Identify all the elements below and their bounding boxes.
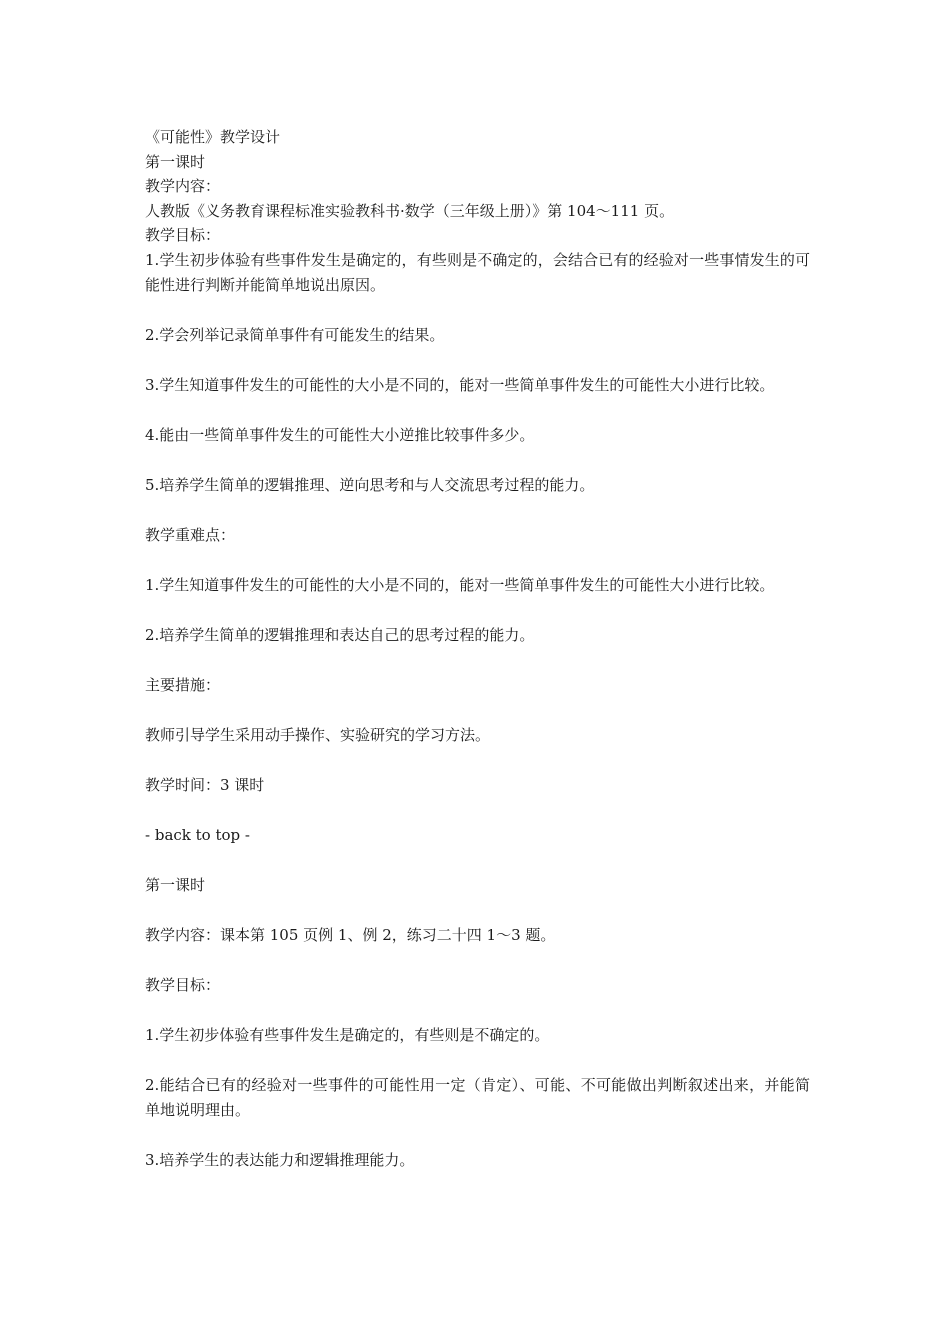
lesson1-goal-item: 2.能结合已有的经验对一些事件的可能性用一定（肯定）、可能、不可能做出判断叙述出来，并能简单地说明理由。 xyxy=(145,1075,810,1119)
back-to-top-link[interactable]: - back to top - xyxy=(145,825,250,844)
teaching-time: 教学时间：3 课时 xyxy=(145,775,265,794)
lesson1-title: 第一课时 xyxy=(145,875,206,894)
goal-item: 2.学会列举记录简单事件有可能发生的结果。 xyxy=(145,325,445,344)
goal-item: 4.能由一些简单事件发生的可能性大小逆推比较事件多少。 xyxy=(145,425,535,444)
key-points-label: 教学重难点： xyxy=(145,525,236,544)
measures-label: 主要措施： xyxy=(145,675,221,694)
goals-label: 教学目标： xyxy=(145,226,221,244)
document-body xyxy=(145,125,810,1173)
lesson1-goal-item: 3.培养学生的表达能力和逻辑推理能力。 xyxy=(145,1150,415,1169)
measures-text: 教师引导学生采用动手操作、实验研究的学习方法。 xyxy=(145,725,491,744)
key-point-item: 2.培养学生简单的逻辑推理和表达自己的思考过程的能力。 xyxy=(145,625,535,644)
lesson1-goals-label: 教学目标： xyxy=(145,975,221,994)
goal-item: 3.学生知道事件发生的可能性的大小是不同的，能对一些简单事件发生的可能性大小进行比较。 xyxy=(145,375,775,394)
goal-item: 5.培养学生简单的逻辑推理、逆向思考和与人交流思考过程的能力。 xyxy=(145,475,595,494)
goal-item: 1.学生初步体验有些事件发生是确定的，有些则是不确定的，会结合已有的经验对一些事情发生的可能性进行判断并能简单地说出原因。 xyxy=(145,250,810,294)
content-label: 教学内容： xyxy=(145,177,221,195)
document-title: 《可能性》教学设计 xyxy=(145,128,281,146)
lesson1-content: 教学内容：课本第 105 页例 1、例 2，练习二十四 1～3 题。 xyxy=(145,925,556,944)
lesson1-goal-item: 1.学生初步体验有些事件发生是确定的，有些则是不确定的。 xyxy=(145,1025,550,1044)
content-text: 人教版《义务教育课程标准实验教科书·数学（三年级上册）》第 104～111 页。 xyxy=(145,201,675,220)
lesson-heading: 第一课时 xyxy=(145,152,206,171)
key-point-item: 1.学生知道事件发生的可能性的大小是不同的，能对一些简单事件发生的可能性大小进行比较。 xyxy=(145,575,775,594)
